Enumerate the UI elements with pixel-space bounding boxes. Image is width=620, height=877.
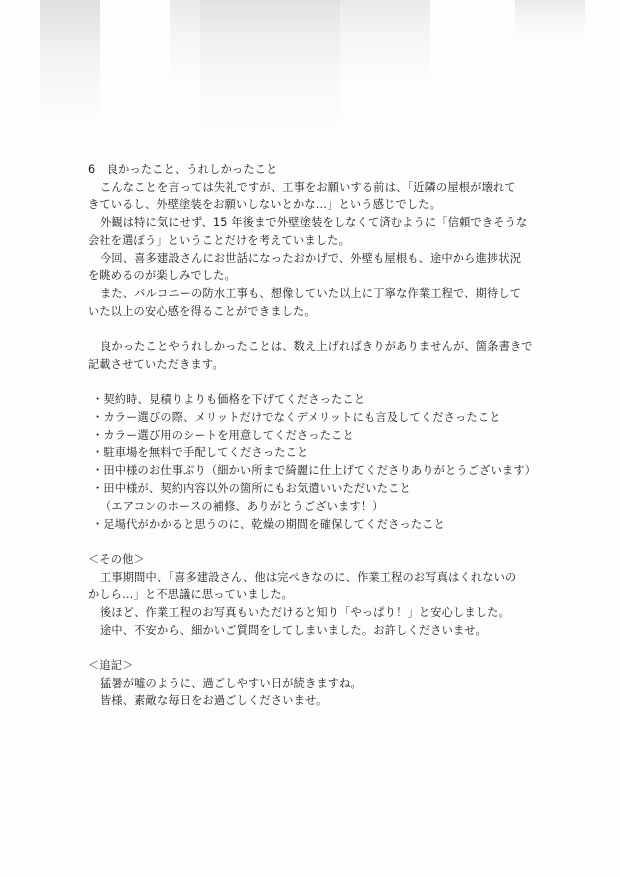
list-item: ・駐車場を無料で手配してくださったこと xyxy=(92,446,309,459)
paragraph-line: 今回、喜多建設さんにお世話になったおかげで、外壁も屋根も、途中から進捗状況 xyxy=(100,252,522,265)
list-item: ・契約時、見積りよりも価格を下げてくださったこと xyxy=(92,393,366,406)
paragraph-line: 後ほど、作業工程のお写真もいただけると知り「やっぱり！」と安心しました。 xyxy=(100,606,510,619)
section-heading: ＜追記＞ xyxy=(88,659,134,672)
paragraph-line: 外観は特に気にせず、15 年後まで外壁塗装をしなくて済むように「信頼できそうな xyxy=(100,216,528,229)
paragraph-line: また、バルコニーの防水工事も、想像していた以上に丁寧な作業工程で、期待して xyxy=(100,287,522,300)
list-item: ・足場代がかかると思うのに、乾燥の期間を確保してくださったこと xyxy=(92,518,446,531)
bleed-through-shadow xyxy=(40,0,100,120)
paragraph-line: こんなことを言っては失礼ですが、工事をお願いする前は、「近隣の屋根が壊れて xyxy=(100,181,516,194)
paragraph-line: きているし、外壁塗装をお願いしないとかな…」という感じでした。 xyxy=(88,198,442,211)
list-item: （エアコンのホースの補修、ありがとうございます！） xyxy=(100,500,384,513)
list-item: ・カラー選びの際、メリットだけでなくデメリットにも言及してくださったこと xyxy=(92,411,501,424)
paragraph-line: を眺めるのが楽しみでした。 xyxy=(88,269,237,282)
list-item: ・田中様のお仕事ぶり（細かい所まで綺麗に仕上げてくださりありがとうございます） xyxy=(92,464,537,477)
list-item: ・カラー選び用のシートを用意してくださったこと xyxy=(92,429,354,442)
paragraph-line: 会社を選ぼう」ということだけを考えていました。 xyxy=(88,234,350,247)
bleed-through-shadow xyxy=(200,0,340,140)
paragraph-line: 途中、不安から、細かいご質問をしてしまいました。お許しくださいませ。 xyxy=(100,624,487,637)
paragraph-line: 猛暑が嘘のように、過ごしやすい日が続きますね。 xyxy=(100,677,362,690)
paragraph-line: いた以上の安心感を得ることができました。 xyxy=(88,305,316,318)
section-heading: ＜その他＞ xyxy=(88,553,145,566)
paragraph-line: かしら…」と不思議に思っていました。 xyxy=(88,588,293,601)
paragraph-line: 工事期間中、「喜多建設さん、他は完ぺきなのに、作業工程のお写真はくれないの xyxy=(100,571,517,584)
bleed-through-shadow xyxy=(515,0,585,40)
section-heading: 6 良かったこと、うれしかったこと xyxy=(88,163,278,176)
paragraph-line: 皆様、素敵な毎日をお過ごしくださいませ。 xyxy=(100,694,328,707)
paragraph-line: 良かったことやうれしかったことは、数え上げればきりがありませんが、箇条書きで xyxy=(100,340,533,353)
paragraph-line: 記載させていただきます。 xyxy=(88,358,224,371)
list-item: ・田中様が、契約内容以外の箇所にもお気遣いいただいたこと xyxy=(92,482,411,495)
